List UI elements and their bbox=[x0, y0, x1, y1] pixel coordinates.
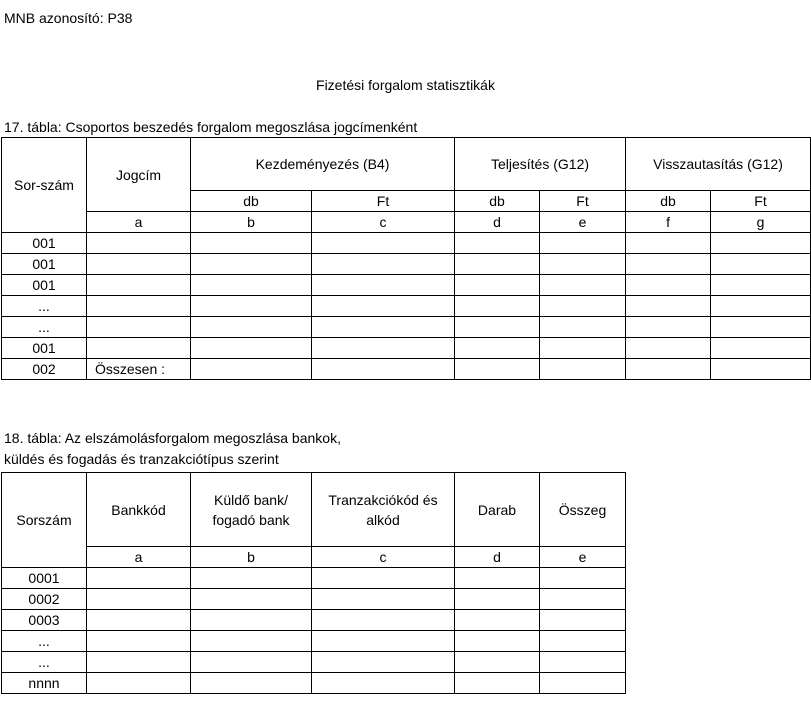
subheader-db: db bbox=[191, 191, 312, 212]
row-number: 001 bbox=[2, 275, 87, 296]
col-letter: d bbox=[455, 212, 540, 233]
cell[interactable] bbox=[540, 359, 626, 380]
cell[interactable] bbox=[455, 275, 540, 296]
cell[interactable] bbox=[455, 317, 540, 338]
table-row bbox=[2, 631, 626, 652]
cell[interactable] bbox=[455, 673, 540, 694]
cell[interactable] bbox=[455, 296, 540, 317]
cell[interactable] bbox=[87, 652, 191, 673]
cell[interactable] bbox=[191, 338, 312, 359]
cell[interactable] bbox=[87, 631, 191, 652]
table18 bbox=[1, 472, 626, 694]
cell[interactable] bbox=[191, 589, 312, 610]
col-header-osszeg: Összeg bbox=[540, 473, 626, 547]
cell[interactable] bbox=[711, 296, 811, 317]
cell[interactable] bbox=[540, 254, 626, 275]
table17 bbox=[1, 137, 811, 380]
col-letter: c bbox=[312, 547, 455, 568]
row-number: nnnn bbox=[2, 673, 87, 694]
col-header-jogcim: Jogcím bbox=[87, 138, 191, 212]
table-row bbox=[2, 275, 811, 296]
cell[interactable] bbox=[711, 275, 811, 296]
table-row bbox=[2, 254, 811, 275]
row-number: 0003 bbox=[2, 610, 87, 631]
cell[interactable] bbox=[191, 275, 312, 296]
cell[interactable] bbox=[191, 359, 312, 380]
cell[interactable] bbox=[191, 652, 312, 673]
cell[interactable] bbox=[540, 233, 626, 254]
col-letter: d bbox=[455, 547, 540, 568]
col-letter: c bbox=[312, 212, 455, 233]
col-letter: g bbox=[711, 212, 811, 233]
col-letter: e bbox=[540, 212, 626, 233]
cell[interactable] bbox=[312, 317, 455, 338]
cell[interactable] bbox=[191, 673, 312, 694]
cell[interactable] bbox=[312, 233, 455, 254]
subheader-ft: Ft bbox=[540, 191, 626, 212]
cell[interactable] bbox=[540, 610, 626, 631]
cell[interactable] bbox=[540, 652, 626, 673]
table-row bbox=[2, 673, 626, 694]
cell[interactable] bbox=[312, 275, 455, 296]
cell[interactable] bbox=[312, 652, 455, 673]
cell[interactable] bbox=[312, 631, 455, 652]
cell[interactable] bbox=[191, 568, 312, 589]
cell[interactable] bbox=[455, 568, 540, 589]
cell[interactable] bbox=[312, 610, 455, 631]
table18-caption-line1: 18. tábla: Az elszámolásforgalom megoszlása bankok, bbox=[4, 430, 341, 446]
cell[interactable] bbox=[540, 317, 626, 338]
col-header-bankkod: Bankkód bbox=[87, 473, 191, 547]
cell[interactable] bbox=[312, 338, 455, 359]
subheader-ft: Ft bbox=[312, 191, 455, 212]
cell[interactable] bbox=[191, 296, 312, 317]
subheader-db: db bbox=[626, 191, 711, 212]
cell[interactable] bbox=[312, 254, 455, 275]
page-title: Fizetési forgalom statisztikák bbox=[316, 77, 495, 93]
cell[interactable] bbox=[540, 275, 626, 296]
table-row bbox=[2, 296, 811, 317]
cell[interactable] bbox=[455, 631, 540, 652]
row-number: 002 bbox=[2, 359, 87, 380]
col-header-visszautasitas: Visszautasítás (G12) bbox=[626, 138, 811, 191]
cell[interactable] bbox=[711, 338, 811, 359]
cell[interactable] bbox=[455, 610, 540, 631]
table-row bbox=[2, 568, 626, 589]
cell[interactable] bbox=[455, 233, 540, 254]
cell[interactable] bbox=[626, 275, 711, 296]
col-letter: a bbox=[87, 547, 191, 568]
row-number: ... bbox=[2, 652, 87, 673]
cell-jogcim[interactable] bbox=[87, 317, 191, 338]
row-number: 0001 bbox=[2, 568, 87, 589]
col-header-kuldo: Küldő bank/ fogadó bank bbox=[191, 473, 312, 547]
cell[interactable] bbox=[87, 673, 191, 694]
cell-jogcim[interactable] bbox=[87, 254, 191, 275]
row-number: ... bbox=[2, 317, 87, 338]
table-row bbox=[2, 610, 626, 631]
cell[interactable] bbox=[191, 631, 312, 652]
cell[interactable] bbox=[87, 610, 191, 631]
cell[interactable] bbox=[540, 631, 626, 652]
col-letter: b bbox=[191, 212, 312, 233]
cell-jogcim[interactable] bbox=[87, 296, 191, 317]
cell[interactable] bbox=[455, 359, 540, 380]
cell-jogcim-total: Összesen : bbox=[87, 359, 191, 380]
col-letter: a bbox=[87, 212, 191, 233]
col-header-darab: Darab bbox=[455, 473, 540, 547]
cell[interactable] bbox=[540, 589, 626, 610]
cell[interactable] bbox=[626, 317, 711, 338]
cell[interactable] bbox=[455, 338, 540, 359]
col-header-kezdemenyezes: Kezdeményezés (B4) bbox=[191, 138, 455, 191]
table-row bbox=[2, 233, 811, 254]
cell[interactable] bbox=[87, 568, 191, 589]
cell[interactable] bbox=[87, 589, 191, 610]
cell[interactable] bbox=[312, 296, 455, 317]
cell[interactable] bbox=[711, 317, 811, 338]
cell[interactable] bbox=[312, 359, 455, 380]
cell[interactable] bbox=[540, 296, 626, 317]
cell-jogcim[interactable] bbox=[87, 275, 191, 296]
row-number: 001 bbox=[2, 233, 87, 254]
cell[interactable] bbox=[711, 359, 811, 380]
table-row bbox=[2, 589, 626, 610]
subheader-db: db bbox=[455, 191, 540, 212]
cell[interactable] bbox=[191, 317, 312, 338]
cell[interactable] bbox=[540, 568, 626, 589]
table-row bbox=[2, 317, 811, 338]
cell-jogcim[interactable] bbox=[87, 338, 191, 359]
row-number: ... bbox=[2, 631, 87, 652]
cell[interactable] bbox=[711, 233, 811, 254]
cell[interactable] bbox=[312, 568, 455, 589]
row-number: 001 bbox=[2, 338, 87, 359]
mnb-id: MNB azonosító: P38 bbox=[4, 10, 133, 26]
cell[interactable] bbox=[626, 359, 711, 380]
table17-caption: 17. tábla: Csoportos beszedés forgalom megoszlása jogcímenként bbox=[4, 119, 418, 135]
cell[interactable] bbox=[191, 233, 312, 254]
table-row bbox=[2, 652, 626, 673]
cell-jogcim[interactable] bbox=[87, 233, 191, 254]
cell[interactable] bbox=[455, 254, 540, 275]
col-header-tranzakcio: Tranzakciókód és alkód bbox=[312, 473, 455, 547]
subheader-ft: Ft bbox=[711, 191, 811, 212]
cell[interactable] bbox=[191, 254, 312, 275]
cell[interactable] bbox=[626, 233, 711, 254]
cell[interactable] bbox=[626, 254, 711, 275]
row-number: 001 bbox=[2, 254, 87, 275]
cell[interactable] bbox=[540, 338, 626, 359]
table18-caption-line2: küldés és fogadás és tranzakciótípus szerint bbox=[4, 451, 279, 467]
col-header-sorszam: Sor-szám bbox=[2, 138, 87, 233]
row-number: ... bbox=[2, 296, 87, 317]
cell[interactable] bbox=[191, 610, 312, 631]
col-header-sorszam: Sorszám bbox=[2, 473, 87, 568]
col-letter: e bbox=[540, 547, 626, 568]
cell[interactable] bbox=[626, 338, 711, 359]
col-header-teljesites: Teljesítés (G12) bbox=[455, 138, 626, 191]
cell[interactable] bbox=[540, 673, 626, 694]
col-letter: f bbox=[626, 212, 711, 233]
row-number: 0002 bbox=[2, 589, 87, 610]
table-row bbox=[2, 338, 811, 359]
col-letter: b bbox=[191, 547, 312, 568]
cell[interactable] bbox=[455, 589, 540, 610]
cell[interactable] bbox=[455, 652, 540, 673]
cell[interactable] bbox=[626, 296, 711, 317]
cell[interactable] bbox=[312, 673, 455, 694]
cell[interactable] bbox=[711, 254, 811, 275]
table-row-total bbox=[2, 359, 811, 380]
cell[interactable] bbox=[312, 589, 455, 610]
